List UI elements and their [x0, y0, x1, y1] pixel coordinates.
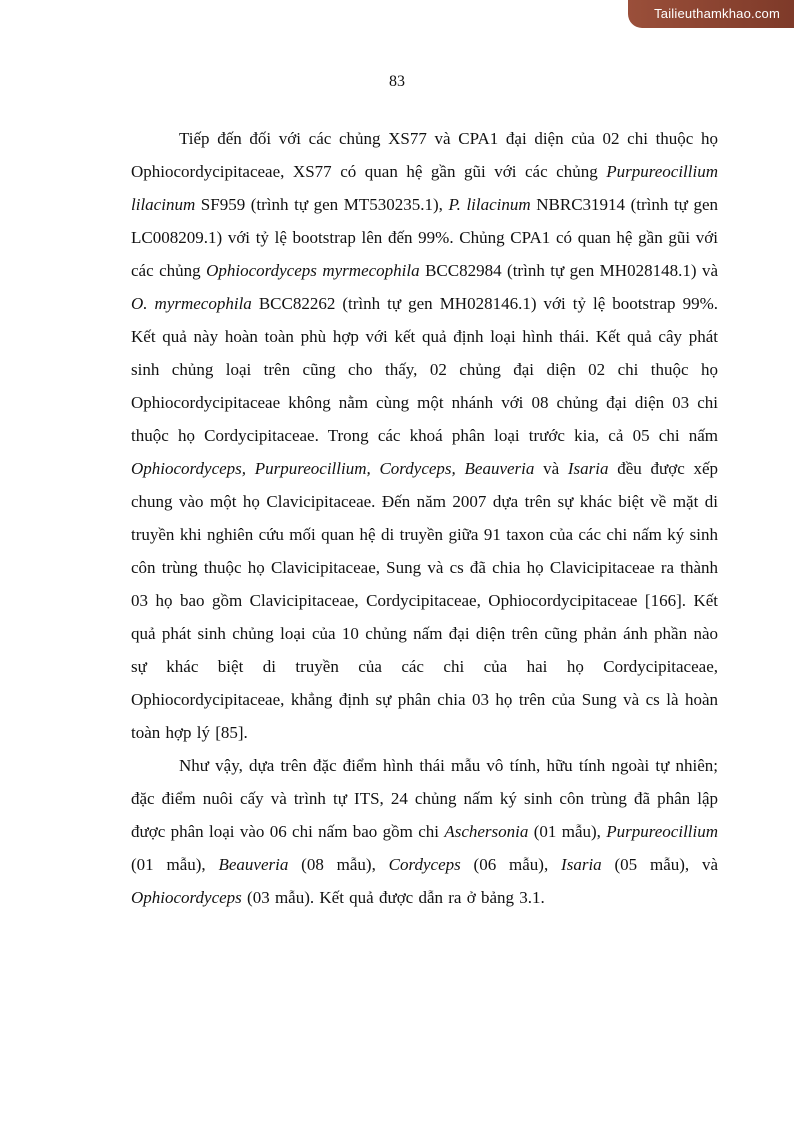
- text-run: (03 mẫu). Kết quả được dẫn ra ở bảng 3.1.: [241, 888, 545, 907]
- italic-text-run: O. myrmecophila: [131, 294, 252, 313]
- italic-text-run: Isaria: [567, 459, 609, 478]
- text-run: Như vậy, dựa trên đặc điểm hình thái mẫu vô tính, hữu tính ngoài tự nhiên; đặc điểm nuôi cấy và trình tự ITS, 24 chủng nấm ký sinh côn trùng đã phân lập được phân loại vào 06 chi nấm bao gồm chi: [131, 756, 718, 841]
- text-run: (01 mẫu),: [131, 855, 219, 874]
- italic-text-run: Purpureocillium: [606, 822, 719, 841]
- text-run: SF959 (trình tự gen MT530235.1),: [195, 195, 449, 214]
- italic-text-run: Ophiocordyceps myrmecophila: [206, 261, 420, 280]
- text-run: Tiếp đến đối với các chủng XS77 và CPA1 đại diện của 02 chi thuộc họ Ophiocordycipitaceae, XS77 có quan hệ gần gũi với các chủng: [131, 129, 718, 181]
- text-run: và: [534, 459, 568, 478]
- paragraph: [131, 749, 718, 914]
- italic-text-run: Purpureocillium lilacinum: [131, 162, 718, 214]
- text-run: NBRC31914 (trình tự gen LC008209.1) với tỷ lệ bootstrap lên đến 99%. Chủng CPA1 có quan hệ gần gũi với các chủng: [131, 195, 718, 280]
- italic-text-run: P. lilacinum: [448, 195, 531, 214]
- text-run: BCC82262 (trình tự gen MH028146.1) với tỷ lệ bootstrap 99%. Kết quả này hoàn toàn phù hợp với kết quả định loại hình thái. Kết quả cây phát sinh chủng loại trên cũng cho thấy, 02 chủng đại diện 02 chi thuộc họ Ophiocordycipitaceae không nằm cùng một nhánh với 08 chủng đại diện 03 chi thuộc họ Cordycipitaceae. Trong các khoá phân loại trước kia, cả 05 chi nấm: [131, 294, 718, 445]
- italic-text-run: Isaria: [561, 855, 602, 874]
- text-run: (01 mẫu),: [528, 822, 607, 841]
- paragraph: [131, 122, 718, 749]
- italic-text-run: Ophiocordyceps: [131, 888, 242, 907]
- italic-text-run: Ophiocordyceps, Purpureocillium, Cordyceps, Beauveria: [131, 459, 535, 478]
- text-run: (06 mẫu),: [460, 855, 562, 874]
- text-run: đều được xếp chung vào một họ Clavicipitaceae. Đến năm 2007 dựa trên sự khác biệt về mặt di truyền khi nghiên cứu mối quan hệ di truyền giữa 91 taxon của các chi nấm ký sinh côn trùng thuộc họ Clavicipitaceae, Sung và cs đã chia họ Clavicipitaceae ra thành 03 họ bao gồm Clavicipitaceae, Cordycipitaceae, Ophiocordycipitaceae [166]. Kết quả phát sinh chủng loại của 10 chủng nấm đại diện trên cũng phản ánh phần nào sự khác biệt di truyền của các chi của hai họ Cordycipitaceae, Ophiocordycipitaceae, khẳng định sự phân chia 03 họ trên của Sung và cs là hoàn toàn hợp lý [85].: [131, 459, 719, 742]
- text-run: (05 mẫu), và: [601, 855, 719, 874]
- italic-text-run: Beauveria: [218, 855, 289, 874]
- document-body: [0, 92, 794, 914]
- text-run: BCC82984 (trình tự gen MH028148.1) và: [419, 261, 718, 280]
- watermark-badge: Tailieuthamkhao.com: [628, 0, 794, 28]
- text-run: (08 mẫu),: [288, 855, 389, 874]
- page-number: 83: [389, 73, 405, 90]
- italic-text-run: Cordyceps: [388, 855, 461, 874]
- italic-text-run: Aschersonia: [444, 822, 529, 841]
